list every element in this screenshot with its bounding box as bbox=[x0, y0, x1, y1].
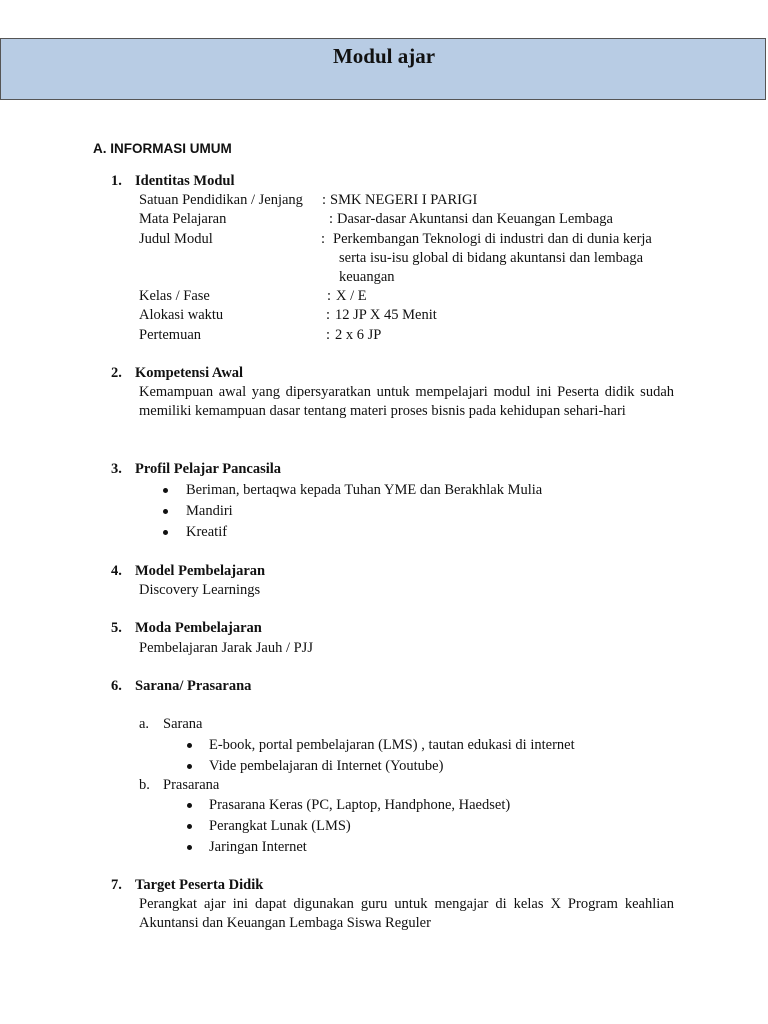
section-a-heading: A. INFORMASI UMUM bbox=[93, 141, 232, 156]
s7-text: Perangkat ajar ini dapat digunakan guru untuk mengajar di kelas X Program keahlian Akuntansi dan Keuangan Lembaga Siswa Reguler bbox=[139, 896, 674, 931]
s5-heading: Moda Pembelajaran bbox=[135, 620, 262, 636]
row-separator: : bbox=[327, 288, 332, 304]
bullet-icon bbox=[187, 743, 192, 748]
row-value: Dasar-dasar Akuntansi dan Keuangan Lembaga bbox=[337, 211, 613, 227]
list-item: Vide pembelajaran di Internet (Youtube) bbox=[209, 758, 444, 774]
row-label: Alokasi waktu bbox=[139, 307, 224, 323]
list-item: E-book, portal pembelajaran (LMS) , tautan edukasi di internet bbox=[209, 737, 575, 753]
row-value: 2 x 6 JP bbox=[335, 327, 382, 343]
bullet-icon bbox=[163, 509, 168, 514]
bullet-icon bbox=[163, 530, 168, 535]
document-title: Modul ajar bbox=[332, 44, 436, 68]
bullet-icon bbox=[187, 845, 192, 850]
s2-text: Kemampuan awal yang dipersyaratkan untuk mempelajari modul ini Peserta didik sudah memiliki kemampuan dasar tentang materi proses bisnis pada kehidupan sehari-hari bbox=[139, 384, 674, 419]
sub-letter: b. bbox=[139, 777, 150, 793]
s7-heading: Target Peserta Didik bbox=[135, 877, 264, 893]
sub-label: Prasarana bbox=[163, 777, 220, 793]
s6-heading: Sarana/ Prasarana bbox=[135, 678, 252, 694]
sub-letter: a. bbox=[139, 716, 150, 732]
row-separator: : bbox=[326, 327, 331, 343]
row-label: Kelas / Fase bbox=[139, 288, 210, 304]
s1-heading: Identitas Modul bbox=[135, 173, 235, 189]
list-item: Prasarana Keras (PC, Laptop, Handphone, Haedset) bbox=[209, 797, 511, 813]
s1-number: 1. bbox=[111, 173, 122, 189]
list-item: Mandiri bbox=[186, 503, 233, 519]
list-item: Kreatif bbox=[186, 524, 228, 540]
row-value: X / E bbox=[336, 288, 367, 304]
bullet-icon bbox=[187, 764, 192, 769]
s4-text: Discovery Learnings bbox=[139, 582, 261, 598]
list-item: Jaringan Internet bbox=[209, 839, 307, 855]
s3-heading: Profil Pelajar Pancasila bbox=[135, 461, 282, 477]
bullet-icon bbox=[187, 803, 192, 808]
list-item: Perangkat Lunak (LMS) bbox=[209, 818, 351, 834]
s4-number: 4. bbox=[111, 563, 122, 579]
s2-number: 2. bbox=[111, 365, 122, 381]
s6-number: 6. bbox=[111, 678, 122, 694]
list-item: Beriman, bertaqwa kepada Tuhan YME dan Berakhlak Mulia bbox=[186, 482, 543, 498]
s4-heading: Model Pembelajaran bbox=[135, 563, 266, 579]
row-value-cont: keuangan bbox=[339, 269, 395, 285]
s7-number: 7. bbox=[111, 877, 122, 893]
row-value: Perkembangan Teknologi di industri dan di dunia kerja bbox=[333, 231, 652, 247]
row-value: SMK NEGERI I PARIGI bbox=[330, 192, 478, 208]
s5-number: 5. bbox=[111, 620, 122, 636]
s5-text: Pembelajaran Jarak Jauh / PJJ bbox=[139, 640, 313, 656]
row-label: Mata Pelajaran bbox=[139, 211, 227, 227]
bullet-icon bbox=[187, 824, 192, 829]
row-value: 12 JP X 45 Menit bbox=[335, 307, 437, 323]
s2-heading: Kompetensi Awal bbox=[135, 365, 244, 381]
s3-number: 3. bbox=[111, 461, 122, 477]
sub-label: Sarana bbox=[163, 716, 203, 732]
row-label: Pertemuan bbox=[139, 327, 202, 343]
row-value-cont: serta isu-isu global di bidang akuntansi dan lembaga bbox=[339, 250, 644, 266]
row-separator: : bbox=[322, 192, 327, 208]
row-separator: : bbox=[326, 307, 331, 323]
row-label: Satuan Pendidikan / Jenjang bbox=[139, 192, 303, 208]
row-label: Judul Modul bbox=[139, 231, 213, 247]
row-separator: : bbox=[329, 211, 334, 227]
row-separator: : bbox=[321, 231, 326, 247]
bullet-icon bbox=[163, 488, 168, 493]
